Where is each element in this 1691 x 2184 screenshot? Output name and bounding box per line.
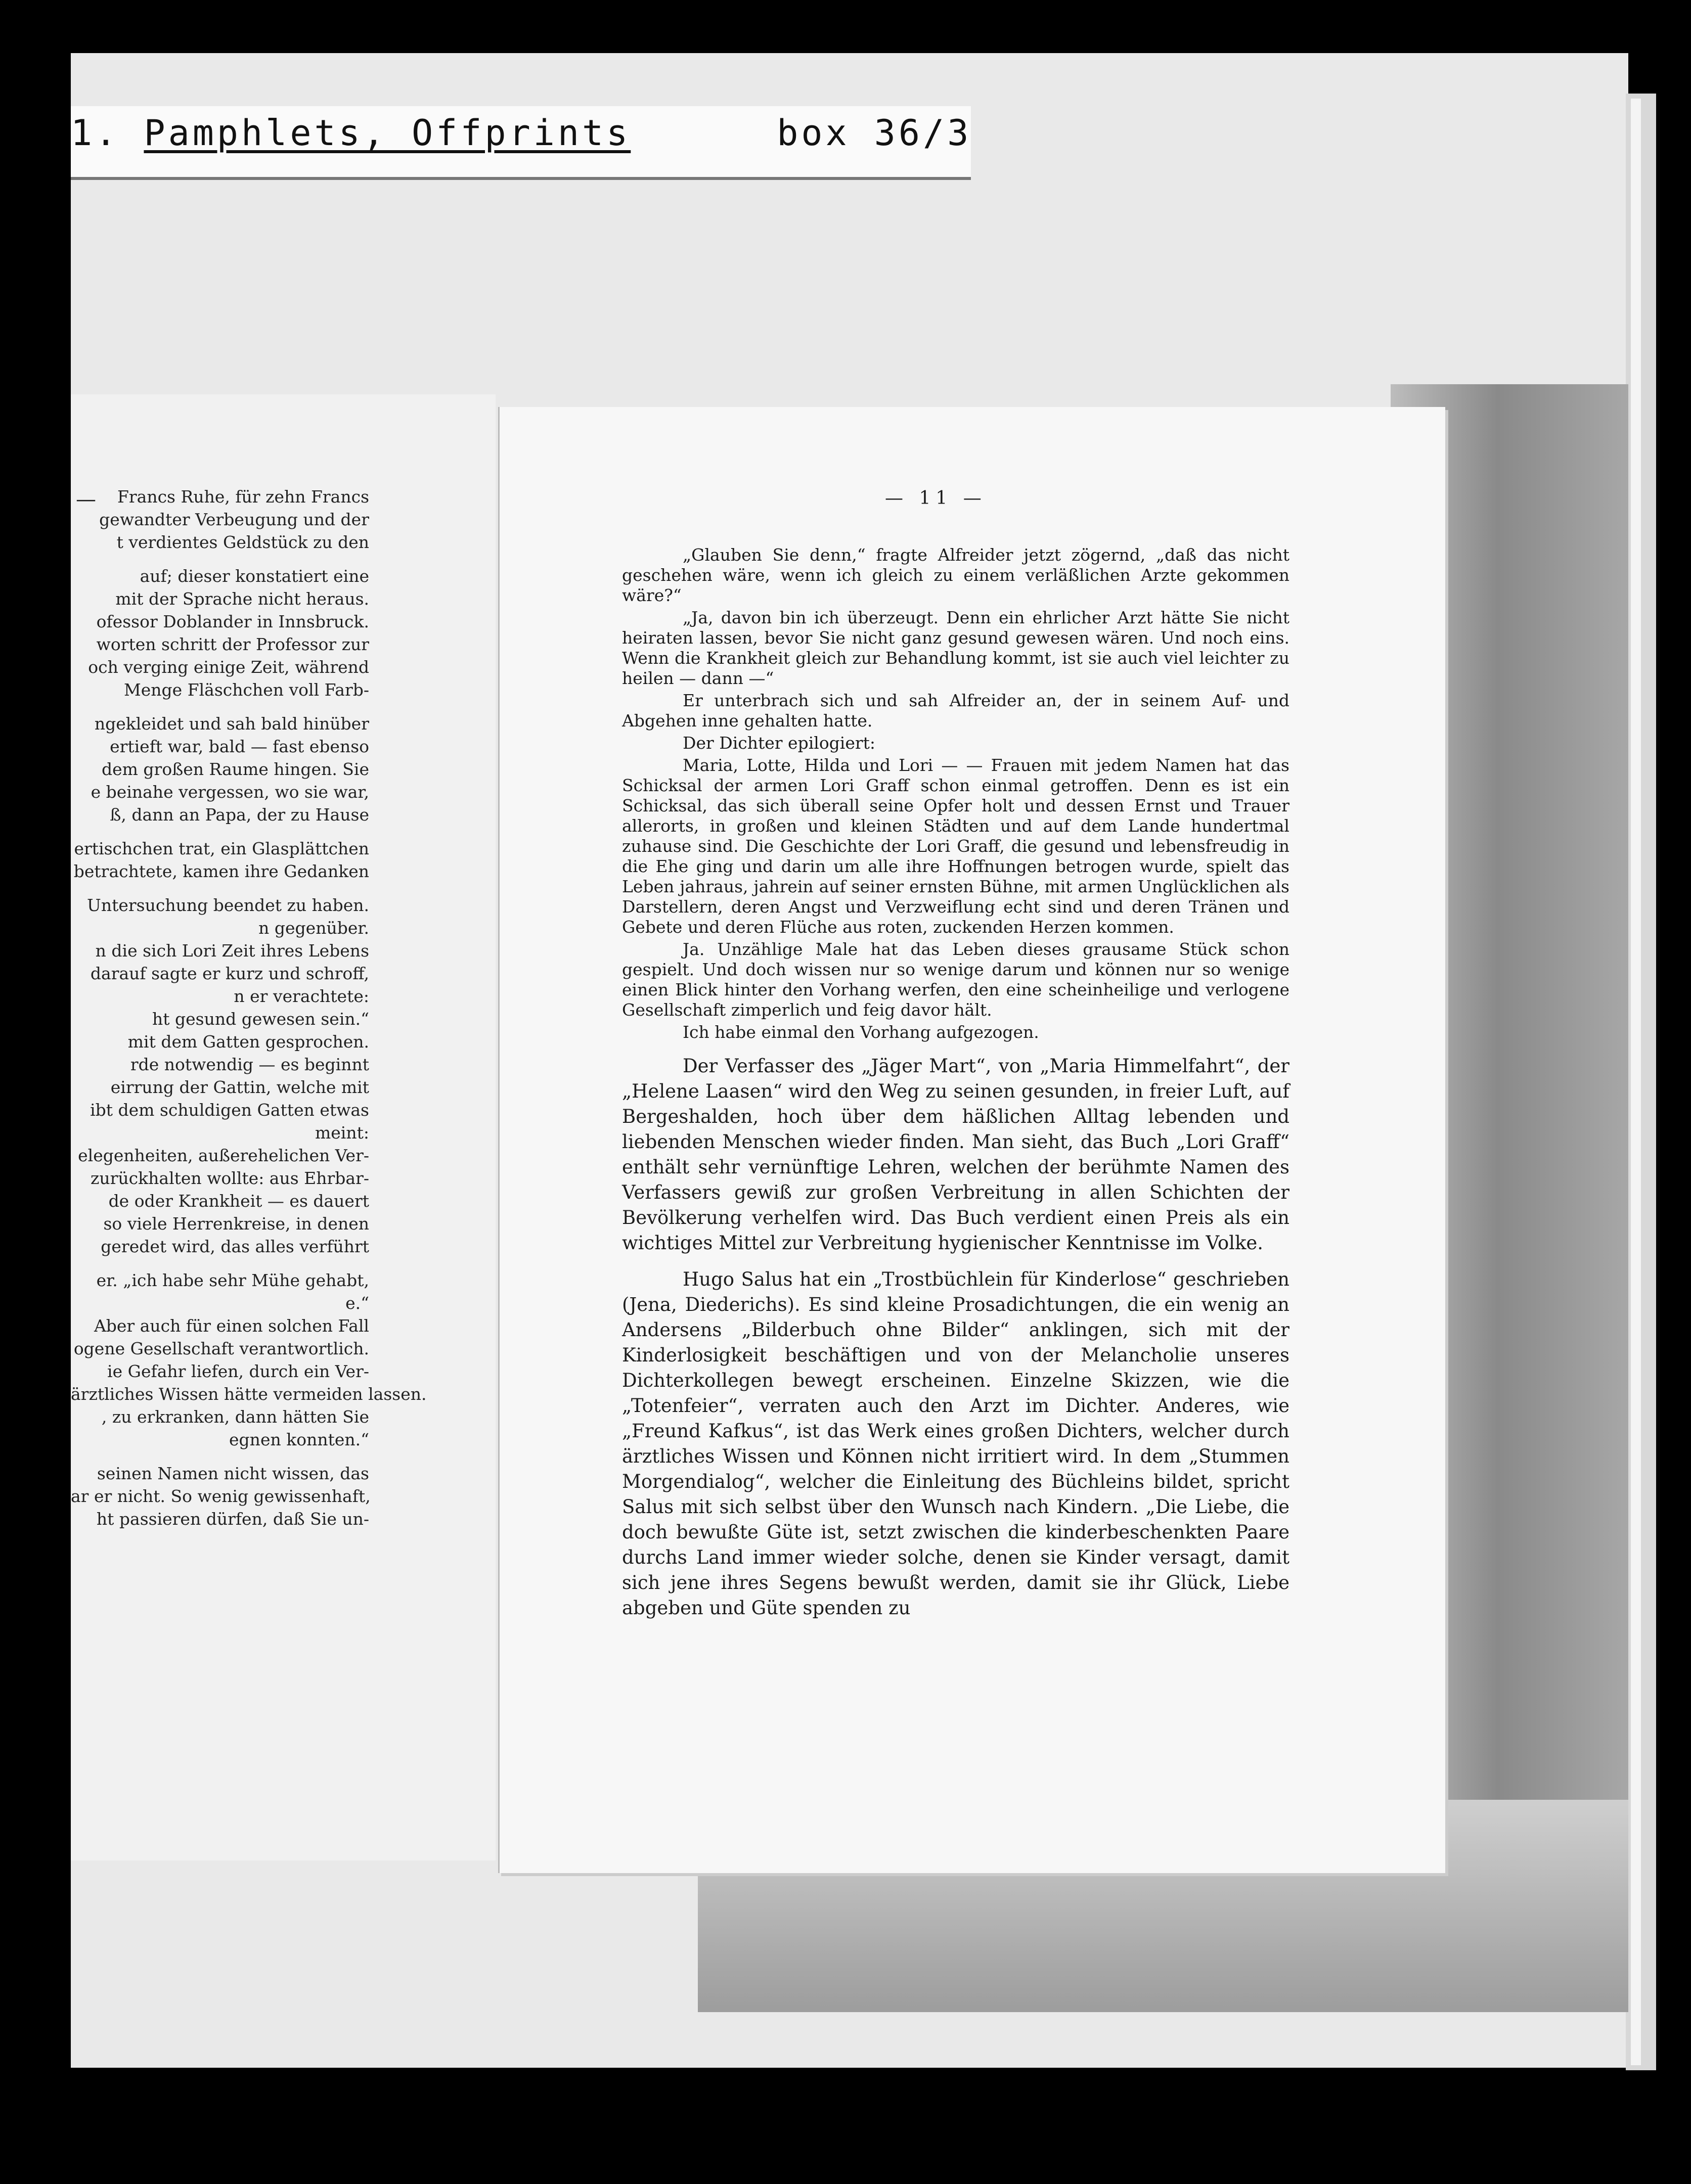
paragraph: Hugo Salus hat ein „Trostbüchlein für Kinderlose“ geschrieben (Jena, Diederichs). Es sind kleine Prosadichtungen, die ein wenig an Andersens „Bilderbuch ohne Bilder“ anklingen, sich mit der Kinderlosigkeit beschäftigen und von der Melancholie unseres Dichterkollegen bewegt erscheinen. Einzelne Skizzen, wie die „Totenfeier“, verraten auch den Arzt im Dichter. Anderes, wie „Freund Kafkus“, ist das Werk eines großen Dichters, welcher durch ärztliches Wissen und Können nicht irritiert wird. In dem „Stummen Morgendialog“, welcher die Einleitung des Büchleins bildet, spricht Salus mit sich selbst über den Wunsch nach Kindern. „Die Liebe, die doch bewußte Güte ist, setzt zwischen die kinderbeschenkten Paare durchs Land immer wieder solche, denen sie Kinder versagt, damit sich jene ihres Segens bewußt werden, damit sie ihr Glück, Liebe abgeben und Güte spenden zu — [622, 1268, 1289, 1619]
label-number: 1. — [71, 112, 120, 154]
left-line — [71, 1258, 369, 1269]
left-line: ertieft war, bald — fast ebenso — [110, 737, 369, 756]
left-line: Aber auch für einen solchen Fall — [94, 1316, 369, 1336]
left-line — [71, 554, 369, 565]
left-line — [71, 826, 369, 837]
paragraph: Der Verfasser des „Jäger Mart“, von „Maria Himmelfahrt“, der „Helene Laasen“ wird den Weg zu seinen gesunden, in freier Luft, auf Bergeshalden, hoch über dem häßlichen Alltag lebenden und liebenden Menschen wieder finden. Man sieht, das Buch „Lori Graff“ enthält sehr vernünftige Lehren, welchen der berühmte Namen des Verfassers gewiß zur großen Verbreitung in allen Schichten der Bevölkerung verhelfen wird. Das Buch verdient einen Preis als ein wichtiges Mittel zur Verbreitung hygienischer Kenntnisse im Volke. — [622, 1055, 1289, 1254]
label-box: box 36/3 — [777, 112, 972, 154]
left-line: zurückhalten wollte: aus Ehrbar- — [91, 1168, 369, 1188]
page-number: — 11 — — [885, 488, 987, 509]
left-line: worten schritt der Professor zur — [96, 634, 369, 654]
left-line: mit der Sprache nicht heraus. — [115, 589, 369, 609]
page-edge — [1631, 99, 1641, 2065]
archive-label — [71, 112, 971, 154]
left-line: e.“ — [345, 1293, 369, 1313]
left-line: dem großen Raume hingen. Sie — [102, 759, 369, 779]
paragraph: Ich habe einmal den Vorhang aufgezogen. — [683, 1022, 1039, 1042]
right-page-text — [622, 545, 1289, 1623]
left-line: elegenheiten, außerehelichen Ver- — [78, 1146, 369, 1165]
left-line: ngekleidet und sah bald hinüber — [94, 714, 369, 734]
left-line: ogene Gesellschaft verantwortlich. — [73, 1339, 369, 1358]
left-line: n gegenüber. — [258, 918, 369, 938]
left-line: ie Gefahr liefen, durch ein Ver- — [107, 1361, 369, 1381]
left-line: meint: — [315, 1123, 369, 1143]
left-line: mit dem Gatten gesprochen. — [127, 1032, 369, 1052]
left-line: , zu erkranken, dann hätten Sie — [101, 1407, 369, 1427]
paragraph: „Glauben Sie denn,“ fragte Alfreider jetzt zögernd, „daß das nicht geschehen wäre, wenn ich gleich zu einem verläßlichen Arzte gekommen wäre?“ — [622, 545, 1289, 605]
left-line: eirrung der Gattin, welche mit — [110, 1077, 369, 1097]
left-line: n die sich Lori Zeit ihres Lebens — [95, 941, 369, 961]
left-line: e beinahe vergessen, wo sie war, — [91, 782, 369, 802]
left-line: ärztliches Wissen hätte vermeiden lassen. — [71, 1384, 427, 1404]
left-page-text — [71, 485, 427, 1530]
left-line: ß, dann an Papa, der zu Hause — [110, 805, 369, 825]
left-line: so viele Herrenkreise, in denen — [103, 1214, 369, 1234]
left-line: de oder Krankheit — es dauert — [108, 1191, 369, 1211]
left-line: ar er nicht. So wenig gewissenhaft, — [71, 1486, 371, 1506]
left-line: er. „ich habe sehr Mühe gehabt, — [96, 1270, 369, 1290]
left-line: Francs Ruhe, für zehn Francs — [117, 487, 369, 507]
left-line — [71, 701, 369, 712]
left-line: rde notwendig — es beginnt — [130, 1055, 369, 1074]
left-line: ht gesund gewesen sein.“ — [152, 1009, 369, 1029]
left-page-dash: — — [76, 488, 96, 511]
left-line: Untersuchung beendet zu haben. — [87, 895, 369, 915]
frame-edge — [1626, 94, 1656, 2070]
left-line: ertischchen trat, ein Glasplättchen — [74, 839, 369, 858]
left-line: n er verachtete: — [234, 986, 369, 1006]
left-line: ht passieren dürfen, daß Sie un- — [96, 1509, 369, 1529]
left-line: egnen konnten.“ — [229, 1430, 369, 1449]
left-line: auf; dieser konstatiert eine — [140, 566, 369, 586]
paragraph: Ja. Unzählige Male hat das Leben dieses grausame Stück schon gespielt. Und doch wissen nur so wenige darum und können nur so wenige einen Blick hinter den Vorhang werfen, den eine scheinheilige und verlogene Gesellschaft zimperlich und feig davor hält. — [622, 939, 1289, 1020]
left-line: Menge Fläschchen voll Farb- — [123, 680, 369, 700]
left-line: gewandter Verbeugung und der — [99, 510, 369, 529]
left-line — [71, 1451, 369, 1462]
paragraph: „Ja, davon bin ich überzeugt. Denn ein ehrlicher Arzt hätte Sie nicht heiraten lassen, bevor Sie nicht ganz gesund gewesen wären. Und noch eins. Wenn die Krankheit gleich zur Behandlung kommt, ist sie auch viel leichter zu heilen — dann —“ — [622, 608, 1289, 688]
left-line: betrachtete, kamen ihre Gedanken — [73, 861, 369, 881]
label-title: Pamphlets, Offprints — [144, 112, 631, 154]
paragraph: Maria, Lotte, Hilda und Lori — — Frauen mit jedem Namen hat das Schicksal der armen Lori Graff schon einmal getroffen. Denn es ist ein Schicksal, das sich überall seine Opfer holt und dessen Ernst und Trauer allerorts, in großen und kleinen Städten und auf dem Lande hundertmal zuhause sind. Die Geschichte der Lori Graff, die gesund und lebensfreudig in die Ehe ging und darin um alle ihre Hoffnungen betrogen wurde, spielt das Leben jahraus, jahrein auf seiner ernsten Bühne, mit armen Unglücklichen als Darstellern, deren Angst und Verzweiflung echt sind und deren Tränen und Gebete und deren Flüche aus roten, zuckenden Herzen kommen. — [622, 755, 1289, 937]
left-line: geredet wird, das alles verführt — [101, 1237, 369, 1256]
left-line: ibt dem schuldigen Gatten etwas — [90, 1100, 369, 1120]
paragraph: Er unterbrach sich und sah Alfreider an, der in seinem Auf- und Abgehen inne gehalten hatte. — [622, 691, 1289, 731]
left-line: darauf sagte er kurz und schroff, — [90, 964, 369, 983]
left-line — [71, 883, 369, 894]
left-line: seinen Namen nicht wissen, das — [97, 1464, 369, 1483]
paragraph: Der Dichter epilogiert: — [683, 733, 876, 753]
left-line: ofessor Doblander in Innsbruck. — [96, 612, 369, 631]
left-line: t verdientes Geldstück zu den — [116, 532, 369, 552]
left-line: och verging einige Zeit, während — [88, 657, 369, 677]
